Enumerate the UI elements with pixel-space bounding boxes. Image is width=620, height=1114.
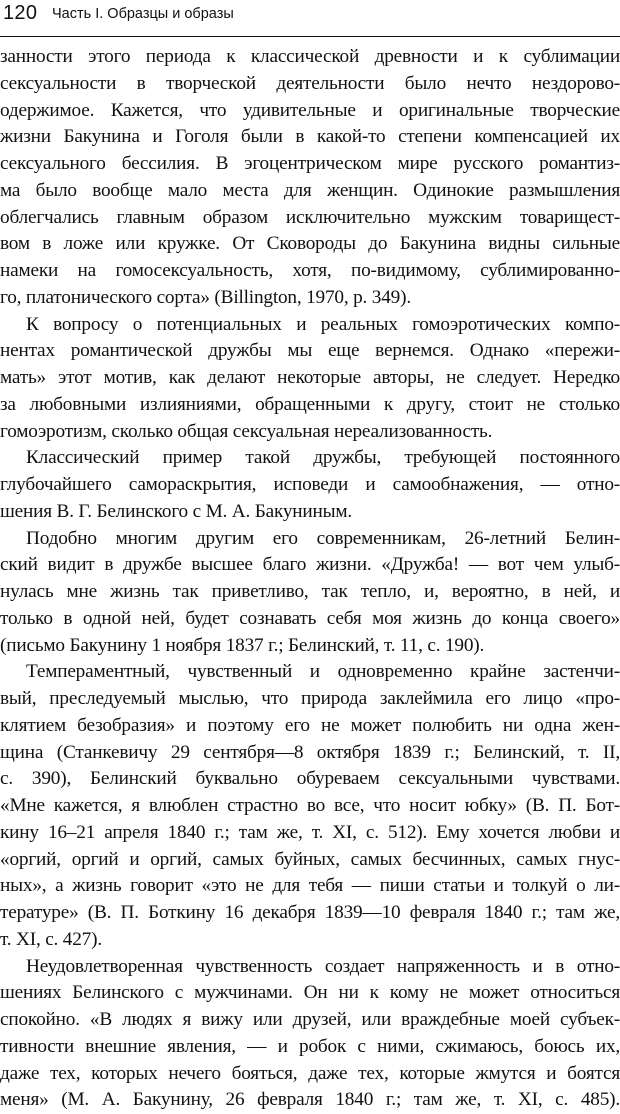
text-line: вом в ложе или кружке. От Сковороды до Бакунина видны сильные [0,231,620,258]
text-line: глубочайшего самораскрытия, исповеди и самообнажения, — отно- [0,472,620,499]
text-line: мать» этот мотив, как делают некоторые авторы, не следует. Нередко [0,365,620,392]
paragraph [0,526,620,660]
text-line: Неудовлетворенная чувственность создает напряженность и в отно- [0,954,620,981]
text-line: меня» (М. А. Бакунину, 26 февраля 1840 г.; там же, т. XI, с. 485). [0,1087,620,1114]
text-line: спокойно. «В людях я вижу или друзей, или враждебные моей субъек- [0,1007,620,1034]
text-line: нентах романтической дружбы мы еще вернемся. Однако «пережи- [0,338,620,365]
text-line: (письмо Бакунину 1 ноября 1837 г.; Белинский, т. 11, с. 190). [0,633,620,660]
text-line: го, платонического сорта» (Billington, 1970, p. 349). [0,285,620,312]
text-line: намеки на гомосексуальность, хотя, по-видимому, сублимированно- [0,258,620,285]
paragraph [0,445,620,525]
text-line: только в одной ней, будет сознавать себя моя жизнь до конца своего» [0,606,620,633]
text-line: облегчались главным образом исключительно мужским товарищест- [0,205,620,232]
text-line: ма было вообще мало места для женщин. Одинокие размышления [0,178,620,205]
text-line: за любовными излияниями, обращенными к другу, стоит не столько [0,392,620,419]
text-line: занности этого периода к классической древности и к сублимации [0,44,620,71]
text-line: «Мне кажется, я влюблен страстно во все, что носит юбку» (В. П. Бот- [0,793,620,820]
text-line: шениях Белинского с мужчинами. Он ни к кому не может относиться [0,980,620,1007]
text-line: Классический пример такой дружбы, требующей постоянного [0,445,620,472]
text-line: вый, преследуемый мыслью, что природа заклеймила его лицо «про- [0,686,620,713]
body-text [0,44,620,1114]
text-line: ский видит в дружбе высшее благо жизни. «Дружба! — вот чем улыб- [0,552,620,579]
text-line: тературе» (В. П. Боткину 16 декабря 1839—10 февраля 1840 г.; там же, [0,900,620,927]
page-header [0,0,620,40]
text-line: шения В. Г. Белинского с М. А. Бакуниным. [0,499,620,526]
text-line: т. XI, с. 427). [0,927,620,954]
text-line: Темпераментный, чувственный и одновременно крайне застенчи- [0,659,620,686]
running-title: Часть I. Образцы и образы [52,6,234,22]
header-rule [0,36,620,37]
text-line: даже тех, которых нечего бояться, даже тех, которые жмутся и боятся [0,1061,620,1088]
text-line: Подобно многим другим его современникам, 26-летний Белин- [0,526,620,553]
text-line: жизни Бакунина и Гоголя были в какой-то степени компенсацией их [0,124,620,151]
paragraph [0,312,620,446]
text-line: ных», а жизнь говорит «это не для тебя — пиши статьи и толкуй о ли- [0,873,620,900]
text-line: К вопросу о потенциальных и реальных гомоэротических компо- [0,312,620,339]
text-line: сексуальности в творческой деятельности было нечто нездорово- [0,71,620,98]
paragraph [0,954,620,1114]
text-line: одержимое. Кажется, что удивительные и оригинальные творческие [0,98,620,125]
paragraph [0,659,620,953]
page-number: 120 [3,2,37,25]
text-line: гомоэротизм, сколько общая сексуальная нереализованность. [0,419,620,446]
text-line: с. 390), Белинский буквально обуреваем сексуальными чувствами. [0,766,620,793]
text-line: клятием безобразия» и поэтому его не может полюбить ни одна жен- [0,713,620,740]
text-line: тивности внешние явления, — и робок с ними, сжимаюсь, боюсь их, [0,1034,620,1061]
text-line: «оргий, оргий и оргий, самых буйных, самых бесчинных, самых гнус- [0,847,620,874]
paragraph [0,44,620,312]
text-line: кину 16–21 апреля 1840 г.; там же, т. XI, с. 512). Ему хочется любви и [0,820,620,847]
text-line: нулась мне жизнь так приветливо, так тепло, и, вероятно, в ней, и [0,579,620,606]
text-line: сексуального бессилия. В эгоцентрическом мире русского романтиз- [0,151,620,178]
text-line: щина (Станкевичу 29 сентября—8 октября 1839 г.; Белинский, т. II, [0,740,620,767]
